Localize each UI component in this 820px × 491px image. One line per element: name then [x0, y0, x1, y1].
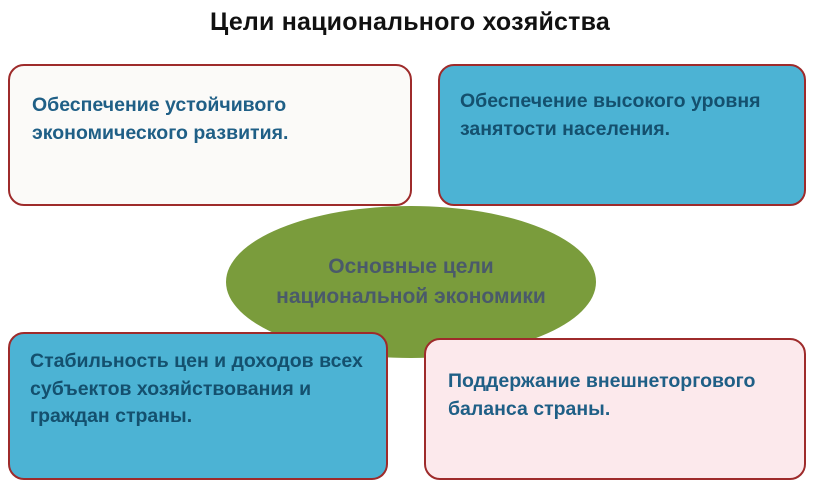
goal-box-label: Обеспечение высокого уровня занятости населения.	[460, 90, 761, 140]
central-node-label: Основные цели национальной экономики	[276, 254, 546, 308]
goal-box-label: Поддержание внешнеторгового баланса страны.	[448, 370, 756, 420]
goal-box-trade-balance[interactable]	[424, 338, 806, 480]
page-title: Цели национального хозяйства	[210, 8, 610, 36]
goal-box-high-employment[interactable]	[438, 64, 806, 206]
goal-box-price-income-stability[interactable]	[8, 332, 388, 480]
goal-box-label: Обеспечение устойчивого экономического развития.	[32, 94, 289, 144]
goal-box-sustainable-development[interactable]	[8, 64, 412, 206]
goal-box-label: Стабильность цен и доходов всех субъектов хозяйствования и граждан страны.	[30, 350, 363, 428]
